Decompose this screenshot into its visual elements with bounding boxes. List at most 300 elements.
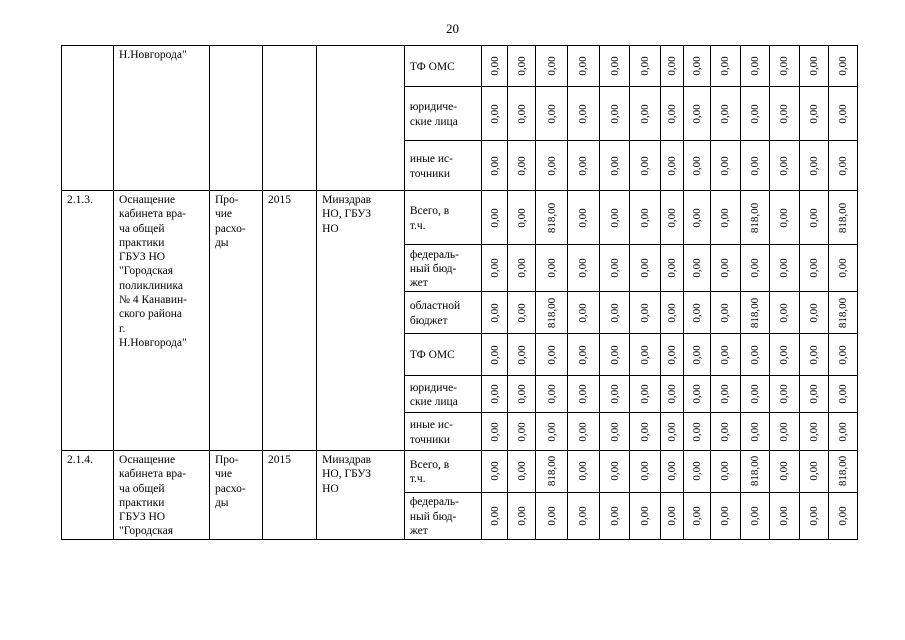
amount-cell [710, 191, 740, 245]
amount-cell [482, 191, 508, 245]
amount-cell [710, 46, 740, 87]
amount-cell [740, 413, 770, 451]
amount-cell [507, 376, 536, 413]
amount-cell [710, 245, 740, 292]
amount-value: 0,00 [488, 506, 501, 526]
amount-value: 0,00 [577, 302, 590, 323]
amount-value: 0,00 [666, 207, 679, 228]
amount-value: 0,00 [639, 56, 652, 76]
amount-cell [829, 334, 858, 376]
amount-cell [770, 245, 800, 292]
amount-cell [482, 46, 508, 87]
amount-value: 0,00 [691, 56, 704, 76]
amount-value: 818,00 [545, 297, 558, 328]
text-line: Оснащение [119, 454, 176, 466]
text-line: ГБУЗ НО [119, 511, 166, 524]
amount-cell [536, 334, 568, 376]
text-line: Про- [214, 454, 239, 466]
text-line: НО, ГБУЗ [322, 208, 372, 221]
amount-value: 0,00 [691, 258, 704, 278]
amount-cell [799, 334, 829, 376]
amount-value: 0,00 [608, 506, 621, 526]
amount-cell [740, 87, 770, 141]
funding-source-cell [404, 191, 482, 245]
amount-cell [660, 87, 683, 141]
amount-value: 0,00 [488, 207, 501, 228]
amount-cell [770, 46, 800, 87]
text-line: № 4 Канавин- [119, 294, 187, 307]
amount-value: 0,00 [515, 421, 528, 442]
amount-value: 0,00 [515, 344, 528, 365]
amount-value: 0,00 [608, 258, 621, 278]
amount-value: 0,00 [666, 155, 679, 176]
amount-value: 0,00 [719, 344, 732, 365]
amount-value: 0,00 [545, 103, 558, 124]
amount-value: 0,00 [808, 506, 820, 526]
amount-value: 0,00 [488, 258, 501, 278]
amount-value: 0,00 [691, 421, 704, 442]
executor-cell [317, 46, 405, 191]
amount-value: 0,00 [778, 302, 791, 323]
amount-cell [770, 141, 800, 191]
amount-value: 0,00 [488, 461, 501, 482]
year-cell: 2015 [263, 451, 317, 540]
amount-value: 0,00 [639, 155, 652, 176]
amount-cell [568, 492, 600, 539]
text-line: расхо- [214, 482, 246, 495]
amount-cell [710, 376, 740, 413]
amount-cell [568, 413, 600, 451]
amount-cell [740, 191, 770, 245]
text-line: бюджет [409, 314, 448, 327]
amount-cell [770, 87, 800, 141]
amount-cell [599, 245, 630, 292]
amount-cell [770, 451, 800, 493]
amount-value: 0,00 [748, 258, 761, 278]
amount-cell [829, 87, 858, 141]
amount-value: 0,00 [778, 384, 791, 404]
amount-cell [482, 87, 508, 141]
amount-value: 0,00 [719, 421, 732, 442]
amount-value: 0,00 [608, 155, 621, 176]
amount-cell [684, 191, 711, 245]
text-line: Всего, в [409, 459, 450, 472]
text-line: жет [409, 277, 428, 290]
amount-cell [829, 245, 858, 292]
amount-cell [660, 191, 683, 245]
amount-value: 0,00 [808, 56, 820, 76]
amount-value: 0,00 [719, 56, 732, 76]
table-row [62, 46, 858, 87]
amount-cell [740, 376, 770, 413]
amount-cell [660, 292, 683, 334]
amount-cell [684, 245, 711, 292]
amount-cell [660, 245, 683, 292]
table-row [62, 191, 858, 245]
amount-cell [829, 492, 858, 539]
amount-cell [829, 376, 858, 413]
amount-value: 0,00 [778, 155, 791, 176]
amount-value: 0,00 [808, 155, 820, 176]
amount-value: 0,00 [545, 344, 558, 365]
amount-value: 0,00 [691, 207, 704, 228]
text-line: ские лица [409, 115, 458, 128]
amount-value: 0,00 [577, 258, 590, 278]
amount-value: 0,00 [666, 506, 679, 526]
amount-cell [799, 413, 829, 451]
text-line: точники [409, 167, 451, 180]
amount-value: 0,00 [608, 103, 621, 124]
amount-value: 0,00 [719, 302, 732, 323]
text-line: юридиче- [409, 381, 458, 394]
amount-value: 0,00 [778, 258, 791, 278]
amount-value: 0,00 [488, 384, 501, 404]
item-number-cell [62, 46, 114, 191]
amount-value: 0,00 [577, 103, 590, 124]
amount-value: 0,00 [666, 103, 679, 124]
amount-value: 0,00 [837, 506, 850, 526]
amount-cell [536, 46, 568, 87]
amount-value: 0,00 [778, 56, 791, 76]
amount-value: 0,00 [691, 103, 704, 124]
amount-cell [799, 46, 829, 87]
text-line: федераль- [409, 248, 459, 261]
amount-value: 0,00 [691, 506, 704, 526]
amount-value: 0,00 [545, 155, 558, 176]
amount-cell [536, 376, 568, 413]
amount-value: 0,00 [639, 302, 652, 323]
amount-value: 0,00 [748, 155, 761, 176]
amount-value: 0,00 [778, 207, 791, 228]
amount-cell [507, 413, 536, 451]
amount-cell [507, 245, 536, 292]
text-line: "Городская [119, 265, 174, 278]
text-line: Н.Новгорода" [119, 49, 187, 61]
amount-cell [740, 334, 770, 376]
amount-value: 0,00 [608, 421, 621, 442]
text-line: НО, ГБУЗ [322, 468, 372, 481]
amount-cell [829, 46, 858, 87]
amount-value: 0,00 [808, 344, 820, 365]
amount-value: 0,00 [691, 344, 704, 365]
amount-cell [482, 245, 508, 292]
amount-value: 0,00 [608, 461, 621, 482]
funding-source-cell [404, 46, 482, 87]
amount-cell [536, 245, 568, 292]
amount-cell [799, 141, 829, 191]
amount-value: 0,00 [748, 421, 761, 442]
amount-value: 0,00 [488, 103, 501, 124]
amount-cell [630, 141, 661, 191]
amount-cell [660, 492, 683, 539]
text-line: Всего, в [409, 205, 450, 218]
amount-value: 0,00 [837, 56, 850, 76]
amount-cell [684, 141, 711, 191]
item-number-cell: 2.1.3. [62, 191, 114, 451]
amount-value: 0,00 [808, 103, 820, 124]
amount-value: 0,00 [577, 461, 590, 482]
amount-value: 818,00 [545, 456, 558, 487]
table-row [62, 451, 858, 493]
amount-cell [507, 451, 536, 493]
text-line: ды [214, 496, 229, 509]
text-line: иные ис- [409, 153, 453, 166]
amount-value: 818,00 [748, 297, 761, 328]
amount-cell [740, 46, 770, 87]
item-number-cell: 2.1.4. [62, 451, 114, 540]
amount-cell [660, 413, 683, 451]
amount-value: 0,00 [608, 302, 621, 323]
amount-cell [770, 334, 800, 376]
amount-cell [684, 292, 711, 334]
text-line: ный бюд- [409, 510, 457, 523]
amount-value: 0,00 [639, 421, 652, 442]
amount-cell [482, 292, 508, 334]
amount-value: 0,00 [808, 421, 820, 442]
amount-value: 0,00 [488, 56, 501, 76]
amount-cell [568, 451, 600, 493]
amount-cell [507, 46, 536, 87]
text-line: практики [119, 496, 165, 509]
amount-cell [507, 292, 536, 334]
amount-cell [599, 191, 630, 245]
amount-cell [710, 334, 740, 376]
expense-type-cell [209, 451, 262, 540]
text-line: практики [119, 236, 165, 249]
amount-cell [482, 451, 508, 493]
text-line: точники [409, 433, 451, 446]
amount-value: 0,00 [515, 155, 528, 176]
amount-value: 0,00 [488, 155, 501, 176]
amount-value: 0,00 [837, 103, 850, 124]
amount-cell [740, 141, 770, 191]
amount-value: 0,00 [808, 258, 820, 278]
funding-source-cell [404, 334, 482, 376]
amount-value: 0,00 [808, 207, 820, 228]
amount-value: 0,00 [778, 506, 791, 526]
amount-cell [568, 191, 600, 245]
amount-cell [829, 191, 858, 245]
amount-value: 0,00 [608, 384, 621, 404]
amount-value: 0,00 [488, 344, 501, 365]
item-name-cell [114, 191, 210, 451]
amount-value: 0,00 [515, 103, 528, 124]
amount-value: 0,00 [639, 344, 652, 365]
amount-cell [829, 292, 858, 334]
amount-cell [740, 492, 770, 539]
amount-value: 0,00 [837, 421, 850, 442]
amount-value: 0,00 [515, 461, 528, 482]
amount-value: 0,00 [639, 384, 652, 404]
amount-value: 0,00 [837, 258, 850, 278]
amount-cell [710, 451, 740, 493]
amount-cell [482, 334, 508, 376]
funding-source-cell [404, 292, 482, 334]
funding-source-cell [404, 492, 482, 539]
table-body [62, 46, 858, 540]
amount-value: 818,00 [545, 202, 558, 233]
amount-value: 0,00 [515, 56, 528, 76]
text-line: Минздрав [322, 194, 372, 206]
text-line: федераль- [409, 496, 459, 509]
amount-value: 0,00 [639, 461, 652, 482]
amount-value: 0,00 [577, 155, 590, 176]
amount-cell [740, 451, 770, 493]
amount-value: 0,00 [778, 461, 791, 482]
amount-value: 818,00 [748, 456, 761, 487]
text-line: областной [409, 300, 461, 313]
amount-value: 0,00 [748, 384, 761, 404]
text-line: г. [119, 322, 126, 335]
page-number: 20 [446, 21, 459, 36]
amount-cell [799, 245, 829, 292]
amount-cell [482, 413, 508, 451]
amount-cell [829, 141, 858, 191]
amount-cell [660, 46, 683, 87]
amount-cell [770, 413, 800, 451]
amount-cell [630, 245, 661, 292]
amount-value: 0,00 [545, 384, 558, 404]
amount-cell [630, 292, 661, 334]
amount-value: 0,00 [577, 344, 590, 365]
amount-cell [568, 141, 600, 191]
amount-cell [799, 292, 829, 334]
amount-value: 0,00 [719, 155, 732, 176]
amount-value: 0,00 [808, 384, 820, 404]
text-line: ча общей [119, 482, 165, 495]
amount-value: 0,00 [545, 421, 558, 442]
text-line: ГБУЗ НО [119, 251, 166, 264]
expense-type-cell [209, 46, 262, 191]
amount-cell [599, 46, 630, 87]
amount-cell [630, 334, 661, 376]
text-line: Минздрав [322, 454, 372, 466]
text-line: "Городская [119, 525, 174, 538]
amount-value: 0,00 [488, 421, 501, 442]
amount-value: 0,00 [748, 506, 761, 526]
amount-cell [710, 413, 740, 451]
amount-cell [710, 492, 740, 539]
amount-value: 0,00 [545, 506, 558, 526]
amount-cell [568, 292, 600, 334]
amount-cell [630, 46, 661, 87]
amount-value: 0,00 [515, 384, 528, 404]
amount-cell [507, 87, 536, 141]
amount-cell [568, 46, 600, 87]
amount-cell [599, 492, 630, 539]
amount-cell [568, 245, 600, 292]
amount-cell [482, 141, 508, 191]
amount-value: 0,00 [639, 258, 652, 278]
funding-source-cell [404, 451, 482, 493]
amount-cell [770, 292, 800, 334]
amount-cell [829, 413, 858, 451]
amount-value: 0,00 [488, 302, 501, 323]
amount-value: 0,00 [577, 384, 590, 404]
executor-cell [317, 451, 405, 540]
amount-value: 0,00 [748, 103, 761, 124]
amount-value: 0,00 [639, 207, 652, 228]
text-line: иные ис- [409, 419, 453, 432]
amount-cell [770, 191, 800, 245]
amount-value: 0,00 [515, 506, 528, 526]
amount-value: 0,00 [577, 421, 590, 442]
amount-value: 0,00 [666, 302, 679, 323]
amount-cell [507, 492, 536, 539]
amount-cell [660, 141, 683, 191]
text-line: т.ч. [409, 219, 426, 232]
amount-value: 0,00 [778, 344, 791, 365]
amount-cell [507, 141, 536, 191]
item-name-cell [114, 451, 210, 540]
amount-value: 818,00 [837, 202, 850, 233]
budget-table [61, 45, 858, 540]
amount-cell [599, 413, 630, 451]
amount-cell [568, 334, 600, 376]
amount-cell [599, 334, 630, 376]
amount-value: 0,00 [666, 461, 679, 482]
amount-cell [630, 451, 661, 493]
amount-value: 0,00 [639, 103, 652, 124]
amount-cell [536, 292, 568, 334]
amount-cell [630, 376, 661, 413]
funding-source-cell [404, 87, 482, 141]
amount-cell [536, 492, 568, 539]
amount-value: 0,00 [808, 302, 820, 323]
amount-cell [536, 87, 568, 141]
amount-cell [710, 292, 740, 334]
amount-value: 0,00 [515, 302, 528, 323]
amount-cell [599, 141, 630, 191]
amount-value: 0,00 [691, 461, 704, 482]
amount-value: 0,00 [639, 506, 652, 526]
text-line: ча общей [119, 222, 165, 235]
amount-cell [684, 451, 711, 493]
amount-value: 0,00 [666, 56, 679, 76]
amount-cell [799, 451, 829, 493]
text-line: чие [214, 208, 232, 221]
amount-cell [799, 376, 829, 413]
funding-source-cell [404, 141, 482, 191]
text-line: поликлиника [119, 279, 183, 292]
expense-type-cell [209, 191, 262, 451]
amount-value: 0,00 [691, 155, 704, 176]
amount-value: 818,00 [837, 456, 850, 487]
text-line: кабинета вра- [119, 208, 187, 221]
amount-value: 0,00 [666, 421, 679, 442]
year-cell: 2015 [263, 191, 317, 451]
amount-value: 0,00 [778, 421, 791, 442]
amount-cell [630, 492, 661, 539]
amount-value: 818,00 [837, 297, 850, 328]
text-line: ТФ ОМС [409, 349, 455, 362]
text-line: НО [322, 482, 339, 495]
amount-cell [660, 451, 683, 493]
amount-cell [568, 376, 600, 413]
amount-value: 0,00 [666, 344, 679, 365]
amount-value: 0,00 [837, 344, 850, 365]
text-line: ный бюд- [409, 262, 457, 275]
text-line: НО [322, 222, 339, 235]
text-line: юридиче- [409, 101, 458, 114]
amount-cell [482, 492, 508, 539]
text-line: ды [214, 236, 229, 249]
amount-value: 0,00 [778, 103, 791, 124]
amount-value: 0,00 [719, 506, 732, 526]
amount-value: 0,00 [577, 506, 590, 526]
amount-value: 0,00 [719, 103, 732, 124]
amount-cell [740, 245, 770, 292]
